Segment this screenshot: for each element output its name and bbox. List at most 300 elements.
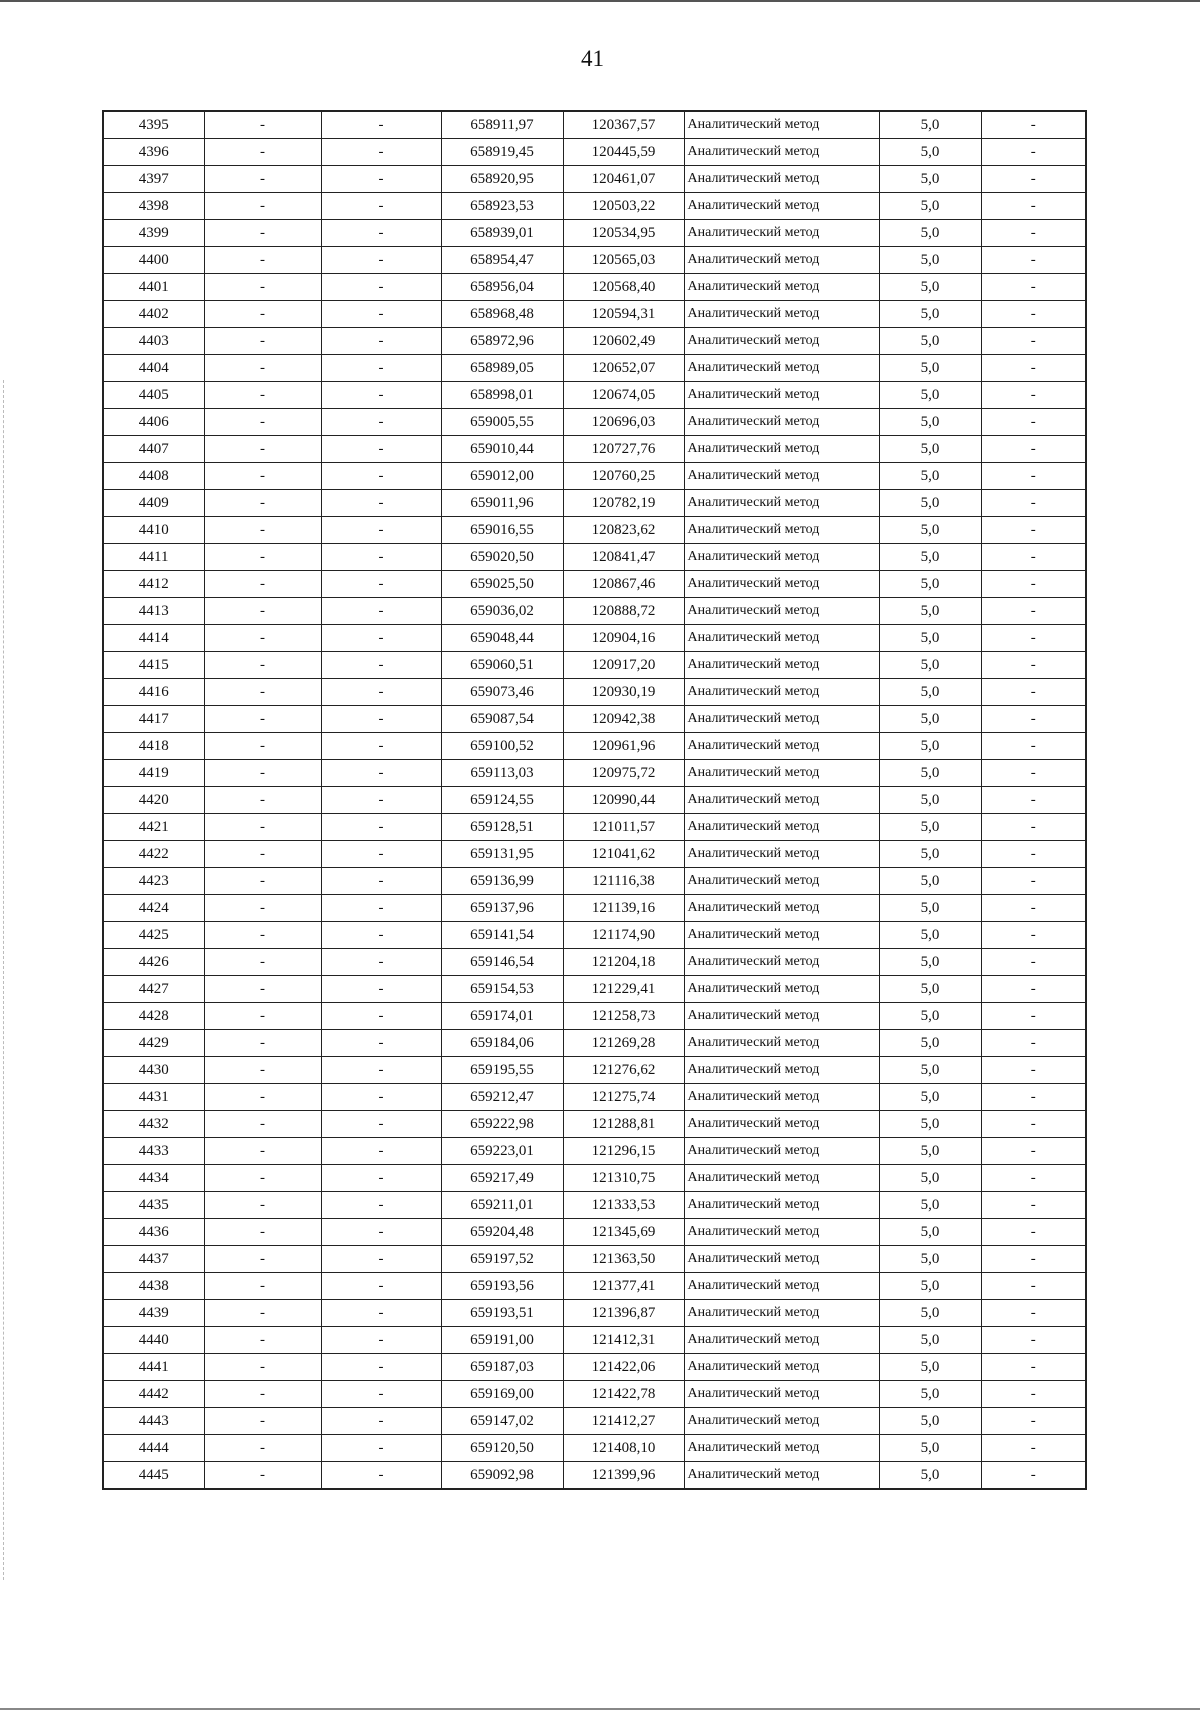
y-coordinate-cell: 121345,69 xyxy=(563,1219,684,1246)
empty-cell: - xyxy=(321,1003,441,1030)
table-row xyxy=(103,328,1086,355)
empty-cell: - xyxy=(981,544,1086,571)
table-body xyxy=(103,111,1086,1489)
x-coordinate-cell: 659025,50 xyxy=(441,571,563,598)
table-row xyxy=(103,976,1086,1003)
x-coordinate-cell: 659195,55 xyxy=(441,1057,563,1084)
x-coordinate-cell: 658920,95 xyxy=(441,166,563,193)
accuracy-cell: 5,0 xyxy=(879,490,981,517)
empty-cell: - xyxy=(204,1273,321,1300)
empty-cell: - xyxy=(321,1030,441,1057)
accuracy-cell: 5,0 xyxy=(879,1030,981,1057)
empty-cell: - xyxy=(321,1300,441,1327)
empty-cell: - xyxy=(204,1219,321,1246)
accuracy-cell: 5,0 xyxy=(879,1408,981,1435)
point-number-cell: 4428 xyxy=(103,1003,204,1030)
x-coordinate-cell: 658919,45 xyxy=(441,139,563,166)
y-coordinate-cell: 120782,19 xyxy=(563,490,684,517)
empty-cell: - xyxy=(204,1138,321,1165)
empty-cell: - xyxy=(204,679,321,706)
point-number-cell: 4405 xyxy=(103,382,204,409)
point-number-cell: 4430 xyxy=(103,1057,204,1084)
x-coordinate-cell: 658998,01 xyxy=(441,382,563,409)
accuracy-cell: 5,0 xyxy=(879,949,981,976)
x-coordinate-cell: 659092,98 xyxy=(441,1462,563,1490)
empty-cell: - xyxy=(204,247,321,274)
empty-cell: - xyxy=(204,1057,321,1084)
y-coordinate-cell: 121041,62 xyxy=(563,841,684,868)
empty-cell: - xyxy=(981,868,1086,895)
table-row xyxy=(103,111,1086,139)
point-number-cell: 4410 xyxy=(103,517,204,544)
method-cell: Аналитический метод xyxy=(684,517,879,544)
x-coordinate-cell: 659217,49 xyxy=(441,1165,563,1192)
method-cell: Аналитический метод xyxy=(684,787,879,814)
empty-cell: - xyxy=(321,409,441,436)
accuracy-cell: 5,0 xyxy=(879,301,981,328)
empty-cell: - xyxy=(981,409,1086,436)
x-coordinate-cell: 659005,55 xyxy=(441,409,563,436)
accuracy-cell: 5,0 xyxy=(879,544,981,571)
y-coordinate-cell: 121333,53 xyxy=(563,1192,684,1219)
empty-cell: - xyxy=(204,463,321,490)
empty-cell: - xyxy=(204,652,321,679)
empty-cell: - xyxy=(204,139,321,166)
empty-cell: - xyxy=(321,1435,441,1462)
empty-cell: - xyxy=(204,625,321,652)
y-coordinate-cell: 121288,81 xyxy=(563,1111,684,1138)
table-row xyxy=(103,1057,1086,1084)
empty-cell: - xyxy=(321,1354,441,1381)
x-coordinate-cell: 659187,03 xyxy=(441,1354,563,1381)
table-row xyxy=(103,733,1086,760)
method-cell: Аналитический метод xyxy=(684,922,879,949)
x-coordinate-cell: 658972,96 xyxy=(441,328,563,355)
empty-cell: - xyxy=(321,841,441,868)
empty-cell: - xyxy=(321,1219,441,1246)
empty-cell: - xyxy=(981,274,1086,301)
point-number-cell: 4403 xyxy=(103,328,204,355)
accuracy-cell: 5,0 xyxy=(879,1165,981,1192)
empty-cell: - xyxy=(321,166,441,193)
empty-cell: - xyxy=(321,1192,441,1219)
method-cell: Аналитический метод xyxy=(684,328,879,355)
empty-cell: - xyxy=(981,949,1086,976)
table-row xyxy=(103,490,1086,517)
empty-cell: - xyxy=(321,679,441,706)
y-coordinate-cell: 120904,16 xyxy=(563,625,684,652)
empty-cell: - xyxy=(204,274,321,301)
x-coordinate-cell: 659124,55 xyxy=(441,787,563,814)
method-cell: Аналитический метод xyxy=(684,436,879,463)
empty-cell: - xyxy=(981,193,1086,220)
table-row xyxy=(103,382,1086,409)
x-coordinate-cell: 659191,00 xyxy=(441,1327,563,1354)
x-coordinate-cell: 659212,47 xyxy=(441,1084,563,1111)
empty-cell: - xyxy=(321,220,441,247)
accuracy-cell: 5,0 xyxy=(879,733,981,760)
y-coordinate-cell: 120602,49 xyxy=(563,328,684,355)
y-coordinate-cell: 120367,57 xyxy=(563,111,684,139)
x-coordinate-cell: 659169,00 xyxy=(441,1381,563,1408)
point-number-cell: 4431 xyxy=(103,1084,204,1111)
point-number-cell: 4397 xyxy=(103,166,204,193)
accuracy-cell: 5,0 xyxy=(879,868,981,895)
point-number-cell: 4398 xyxy=(103,193,204,220)
empty-cell: - xyxy=(981,463,1086,490)
empty-cell: - xyxy=(321,301,441,328)
y-coordinate-cell: 121275,74 xyxy=(563,1084,684,1111)
method-cell: Аналитический метод xyxy=(684,895,879,922)
accuracy-cell: 5,0 xyxy=(879,895,981,922)
empty-cell: - xyxy=(204,1381,321,1408)
method-cell: Аналитический метод xyxy=(684,220,879,247)
table-row xyxy=(103,1435,1086,1462)
x-coordinate-cell: 659211,01 xyxy=(441,1192,563,1219)
y-coordinate-cell: 120942,38 xyxy=(563,706,684,733)
empty-cell: - xyxy=(981,1381,1086,1408)
table-row xyxy=(103,355,1086,382)
method-cell: Аналитический метод xyxy=(684,1138,879,1165)
table-row xyxy=(103,247,1086,274)
accuracy-cell: 5,0 xyxy=(879,814,981,841)
empty-cell: - xyxy=(321,1165,441,1192)
y-coordinate-cell: 120674,05 xyxy=(563,382,684,409)
y-coordinate-cell: 121310,75 xyxy=(563,1165,684,1192)
empty-cell: - xyxy=(204,1246,321,1273)
empty-cell: - xyxy=(981,111,1086,139)
x-coordinate-cell: 659087,54 xyxy=(441,706,563,733)
empty-cell: - xyxy=(321,382,441,409)
y-coordinate-cell: 121412,27 xyxy=(563,1408,684,1435)
x-coordinate-cell: 658989,05 xyxy=(441,355,563,382)
x-coordinate-cell: 659100,52 xyxy=(441,733,563,760)
table-row xyxy=(103,1219,1086,1246)
method-cell: Аналитический метод xyxy=(684,814,879,841)
table-row xyxy=(103,544,1086,571)
method-cell: Аналитический метод xyxy=(684,841,879,868)
accuracy-cell: 5,0 xyxy=(879,1300,981,1327)
empty-cell: - xyxy=(204,490,321,517)
empty-cell: - xyxy=(204,1354,321,1381)
y-coordinate-cell: 121229,41 xyxy=(563,976,684,1003)
empty-cell: - xyxy=(321,274,441,301)
table-row xyxy=(103,1381,1086,1408)
y-coordinate-cell: 121174,90 xyxy=(563,922,684,949)
point-number-cell: 4445 xyxy=(103,1462,204,1490)
y-coordinate-cell: 121399,96 xyxy=(563,1462,684,1490)
method-cell: Аналитический метод xyxy=(684,976,879,1003)
empty-cell: - xyxy=(321,652,441,679)
method-cell: Аналитический метод xyxy=(684,1030,879,1057)
empty-cell: - xyxy=(321,1462,441,1490)
empty-cell: - xyxy=(204,1084,321,1111)
empty-cell: - xyxy=(204,949,321,976)
page-number: 41 xyxy=(581,46,604,71)
y-coordinate-cell: 121408,10 xyxy=(563,1435,684,1462)
accuracy-cell: 5,0 xyxy=(879,976,981,1003)
method-cell: Аналитический метод xyxy=(684,733,879,760)
y-coordinate-cell: 120461,07 xyxy=(563,166,684,193)
method-cell: Аналитический метод xyxy=(684,571,879,598)
x-coordinate-cell: 659036,02 xyxy=(441,598,563,625)
empty-cell: - xyxy=(321,436,441,463)
accuracy-cell: 5,0 xyxy=(879,1003,981,1030)
x-coordinate-cell: 659193,51 xyxy=(441,1300,563,1327)
empty-cell: - xyxy=(204,1435,321,1462)
table-row xyxy=(103,679,1086,706)
y-coordinate-cell: 120503,22 xyxy=(563,193,684,220)
empty-cell: - xyxy=(321,193,441,220)
point-number-cell: 4417 xyxy=(103,706,204,733)
empty-cell: - xyxy=(204,436,321,463)
point-number-cell: 4438 xyxy=(103,1273,204,1300)
method-cell: Аналитический метод xyxy=(684,1300,879,1327)
empty-cell: - xyxy=(204,787,321,814)
empty-cell: - xyxy=(321,1246,441,1273)
point-number-cell: 4416 xyxy=(103,679,204,706)
method-cell: Аналитический метод xyxy=(684,1192,879,1219)
accuracy-cell: 5,0 xyxy=(879,409,981,436)
table-row xyxy=(103,652,1086,679)
y-coordinate-cell: 120867,46 xyxy=(563,571,684,598)
x-coordinate-cell: 658939,01 xyxy=(441,220,563,247)
accuracy-cell: 5,0 xyxy=(879,1219,981,1246)
method-cell: Аналитический метод xyxy=(684,1273,879,1300)
accuracy-cell: 5,0 xyxy=(879,517,981,544)
x-coordinate-cell: 659174,01 xyxy=(441,1003,563,1030)
accuracy-cell: 5,0 xyxy=(879,1084,981,1111)
y-coordinate-cell: 121422,06 xyxy=(563,1354,684,1381)
accuracy-cell: 5,0 xyxy=(879,922,981,949)
y-coordinate-cell: 121412,31 xyxy=(563,1327,684,1354)
point-number-cell: 4426 xyxy=(103,949,204,976)
accuracy-cell: 5,0 xyxy=(879,139,981,166)
y-coordinate-cell: 121296,15 xyxy=(563,1138,684,1165)
empty-cell: - xyxy=(981,1246,1086,1273)
empty-cell: - xyxy=(204,1327,321,1354)
x-coordinate-cell: 659197,52 xyxy=(441,1246,563,1273)
accuracy-cell: 5,0 xyxy=(879,436,981,463)
point-number-cell: 4407 xyxy=(103,436,204,463)
x-coordinate-cell: 659141,54 xyxy=(441,922,563,949)
empty-cell: - xyxy=(981,166,1086,193)
empty-cell: - xyxy=(204,895,321,922)
point-number-cell: 4436 xyxy=(103,1219,204,1246)
y-coordinate-cell: 120823,62 xyxy=(563,517,684,544)
table-row xyxy=(103,274,1086,301)
x-coordinate-cell: 659120,50 xyxy=(441,1435,563,1462)
x-coordinate-cell: 659128,51 xyxy=(441,814,563,841)
empty-cell: - xyxy=(204,733,321,760)
method-cell: Аналитический метод xyxy=(684,382,879,409)
y-coordinate-cell: 121116,38 xyxy=(563,868,684,895)
empty-cell: - xyxy=(981,355,1086,382)
point-number-cell: 4412 xyxy=(103,571,204,598)
method-cell: Аналитический метод xyxy=(684,193,879,220)
y-coordinate-cell: 120961,96 xyxy=(563,733,684,760)
accuracy-cell: 5,0 xyxy=(879,625,981,652)
table-row xyxy=(103,922,1086,949)
table-row xyxy=(103,1138,1086,1165)
method-cell: Аналитический метод xyxy=(684,1219,879,1246)
method-cell: Аналитический метод xyxy=(684,1084,879,1111)
method-cell: Аналитический метод xyxy=(684,625,879,652)
accuracy-cell: 5,0 xyxy=(879,1138,981,1165)
x-coordinate-cell: 659060,51 xyxy=(441,652,563,679)
empty-cell: - xyxy=(981,1030,1086,1057)
empty-cell: - xyxy=(321,1138,441,1165)
point-number-cell: 4437 xyxy=(103,1246,204,1273)
method-cell: Аналитический метод xyxy=(684,274,879,301)
accuracy-cell: 5,0 xyxy=(879,841,981,868)
method-cell: Аналитический метод xyxy=(684,1057,879,1084)
empty-cell: - xyxy=(204,814,321,841)
bottom-scan-edge xyxy=(0,1708,1200,1710)
point-number-cell: 4429 xyxy=(103,1030,204,1057)
x-coordinate-cell: 659113,03 xyxy=(441,760,563,787)
empty-cell: - xyxy=(981,760,1086,787)
table-row xyxy=(103,598,1086,625)
accuracy-cell: 5,0 xyxy=(879,1057,981,1084)
empty-cell: - xyxy=(981,895,1086,922)
point-number-cell: 4401 xyxy=(103,274,204,301)
method-cell: Аналитический метод xyxy=(684,598,879,625)
point-number-cell: 4423 xyxy=(103,868,204,895)
table-row xyxy=(103,949,1086,976)
accuracy-cell: 5,0 xyxy=(879,193,981,220)
point-number-cell: 4415 xyxy=(103,652,204,679)
y-coordinate-cell: 120930,19 xyxy=(563,679,684,706)
table-row xyxy=(103,814,1086,841)
point-number-cell: 4419 xyxy=(103,760,204,787)
method-cell: Аналитический метод xyxy=(684,166,879,193)
table-row xyxy=(103,139,1086,166)
empty-cell: - xyxy=(981,1138,1086,1165)
empty-cell: - xyxy=(204,841,321,868)
empty-cell: - xyxy=(981,436,1086,463)
empty-cell: - xyxy=(981,679,1086,706)
x-coordinate-cell: 658968,48 xyxy=(441,301,563,328)
method-cell: Аналитический метод xyxy=(684,139,879,166)
empty-cell: - xyxy=(204,382,321,409)
y-coordinate-cell: 120565,03 xyxy=(563,247,684,274)
point-number-cell: 4408 xyxy=(103,463,204,490)
empty-cell: - xyxy=(321,1111,441,1138)
table-row xyxy=(103,1327,1086,1354)
table-row xyxy=(103,1273,1086,1300)
empty-cell: - xyxy=(981,490,1086,517)
y-coordinate-cell: 120696,03 xyxy=(563,409,684,436)
table-row xyxy=(103,1408,1086,1435)
point-number-cell: 4433 xyxy=(103,1138,204,1165)
point-number-cell: 4435 xyxy=(103,1192,204,1219)
accuracy-cell: 5,0 xyxy=(879,111,981,139)
method-cell: Аналитический метод xyxy=(684,1165,879,1192)
method-cell: Аналитический метод xyxy=(684,409,879,436)
empty-cell: - xyxy=(321,814,441,841)
method-cell: Аналитический метод xyxy=(684,679,879,706)
empty-cell: - xyxy=(204,328,321,355)
y-coordinate-cell: 120841,47 xyxy=(563,544,684,571)
point-number-cell: 4422 xyxy=(103,841,204,868)
point-number-cell: 4402 xyxy=(103,301,204,328)
empty-cell: - xyxy=(321,517,441,544)
accuracy-cell: 5,0 xyxy=(879,355,981,382)
table-row xyxy=(103,409,1086,436)
empty-cell: - xyxy=(321,922,441,949)
empty-cell: - xyxy=(204,166,321,193)
empty-cell: - xyxy=(204,1111,321,1138)
point-number-cell: 4425 xyxy=(103,922,204,949)
accuracy-cell: 5,0 xyxy=(879,247,981,274)
table-row xyxy=(103,1165,1086,1192)
accuracy-cell: 5,0 xyxy=(879,571,981,598)
empty-cell: - xyxy=(321,355,441,382)
method-cell: Аналитический метод xyxy=(684,247,879,274)
x-coordinate-cell: 659011,96 xyxy=(441,490,563,517)
point-number-cell: 4411 xyxy=(103,544,204,571)
table-row xyxy=(103,1354,1086,1381)
empty-cell: - xyxy=(204,571,321,598)
empty-cell: - xyxy=(981,922,1086,949)
y-coordinate-cell: 120594,31 xyxy=(563,301,684,328)
accuracy-cell: 5,0 xyxy=(879,1273,981,1300)
empty-cell: - xyxy=(204,598,321,625)
point-number-cell: 4434 xyxy=(103,1165,204,1192)
table-row xyxy=(103,166,1086,193)
empty-cell: - xyxy=(981,598,1086,625)
point-number-cell: 4399 xyxy=(103,220,204,247)
empty-cell: - xyxy=(321,787,441,814)
point-number-cell: 4442 xyxy=(103,1381,204,1408)
table-row xyxy=(103,571,1086,598)
table-row xyxy=(103,1462,1086,1490)
empty-cell: - xyxy=(204,868,321,895)
x-coordinate-cell: 659020,50 xyxy=(441,544,563,571)
empty-cell: - xyxy=(981,1435,1086,1462)
method-cell: Аналитический метод xyxy=(684,949,879,976)
y-coordinate-cell: 121396,87 xyxy=(563,1300,684,1327)
y-coordinate-cell: 120917,20 xyxy=(563,652,684,679)
point-number-cell: 4400 xyxy=(103,247,204,274)
empty-cell: - xyxy=(981,139,1086,166)
method-cell: Аналитический метод xyxy=(684,544,879,571)
y-coordinate-cell: 121269,28 xyxy=(563,1030,684,1057)
method-cell: Аналитический метод xyxy=(684,1111,879,1138)
method-cell: Аналитический метод xyxy=(684,1003,879,1030)
table-row xyxy=(103,868,1086,895)
accuracy-cell: 5,0 xyxy=(879,652,981,679)
x-coordinate-cell: 659146,54 xyxy=(441,949,563,976)
x-coordinate-cell: 658911,97 xyxy=(441,111,563,139)
accuracy-cell: 5,0 xyxy=(879,220,981,247)
x-coordinate-cell: 659048,44 xyxy=(441,625,563,652)
method-cell: Аналитический метод xyxy=(684,1354,879,1381)
empty-cell: - xyxy=(321,111,441,139)
empty-cell: - xyxy=(204,1003,321,1030)
method-cell: Аналитический метод xyxy=(684,355,879,382)
x-coordinate-cell: 659137,96 xyxy=(441,895,563,922)
x-coordinate-cell: 659184,06 xyxy=(441,1030,563,1057)
empty-cell: - xyxy=(321,706,441,733)
x-coordinate-cell: 659073,46 xyxy=(441,679,563,706)
empty-cell: - xyxy=(204,409,321,436)
point-number-cell: 4421 xyxy=(103,814,204,841)
point-number-cell: 4440 xyxy=(103,1327,204,1354)
empty-cell: - xyxy=(321,1273,441,1300)
point-number-cell: 4424 xyxy=(103,895,204,922)
